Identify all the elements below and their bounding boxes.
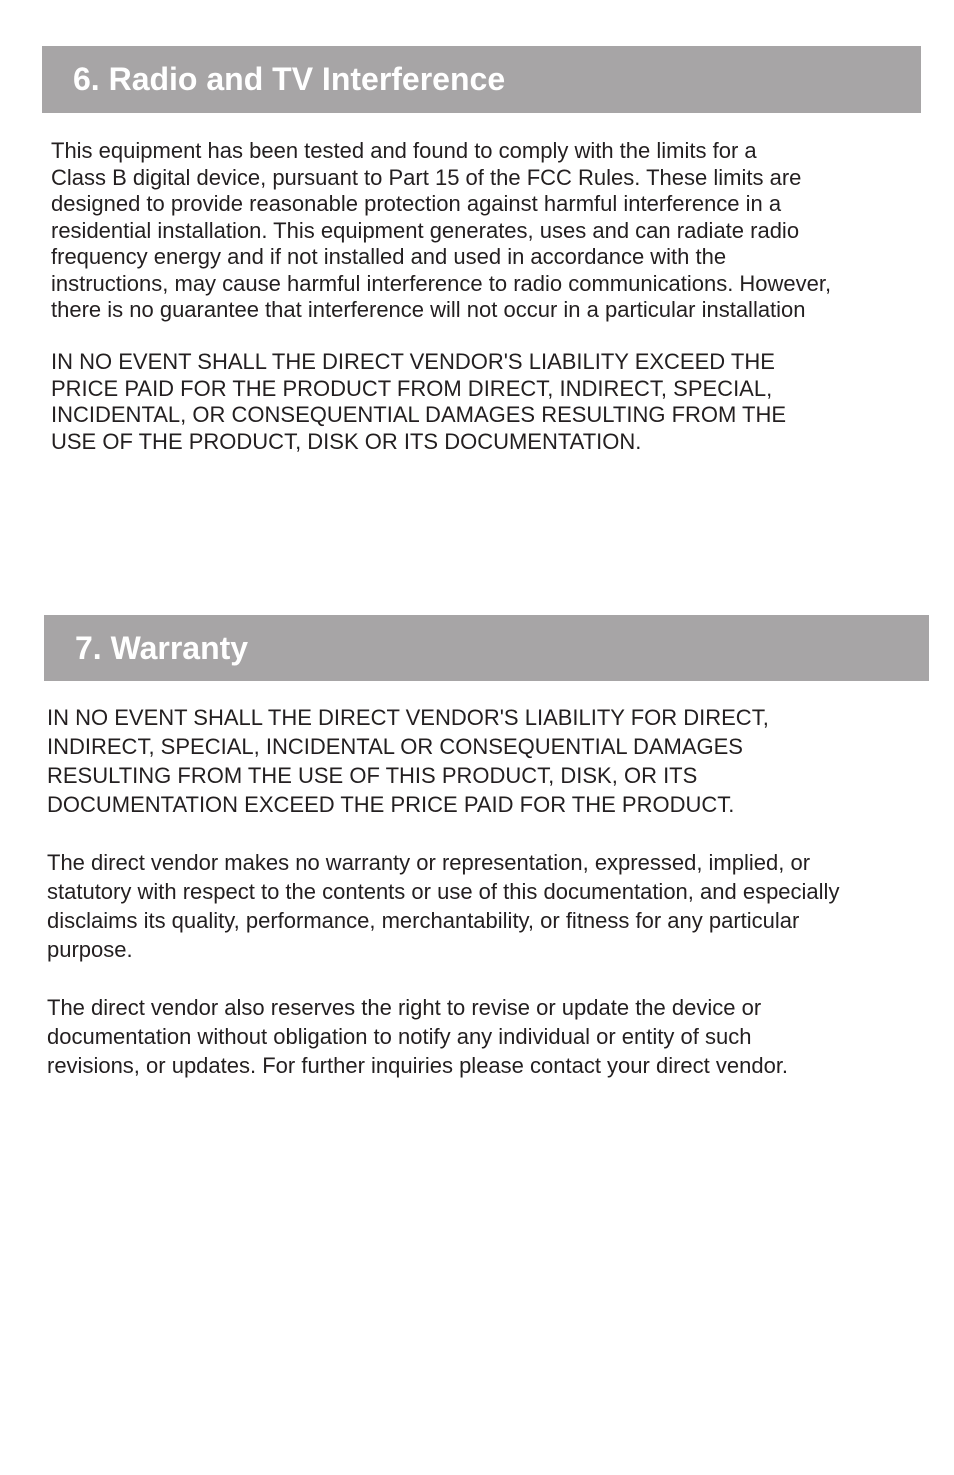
section-6-header bbox=[42, 46, 921, 113]
warranty-disclaimer-paragraph: The direct vendor makes no warranty or representation, expressed, implied, or statutory with respect to the contents or use of this documentation, and especially disclaims its quality, performance, merchantability, or fitness for any particular purpose. bbox=[47, 850, 840, 962]
section-6-title: 6. Radio and TV Interference bbox=[73, 61, 506, 97]
section-7-header bbox=[44, 615, 929, 681]
fcc-compliance-paragraph: This equipment has been tested and found to comply with the limits for a Class B digital device, pursuant to Part 15 of the FCC Rules. These limits are designed to provide reasonable protection against harmful interference in a residential installation. This equipment generates, uses and can radiate radio frequency energy and if not installed and used in accordance with the instructions, may cause harmful interference to radio communications. However, there is no guarantee that interference will not occur in a particular installation bbox=[51, 138, 832, 322]
revision-rights-paragraph: The direct vendor also reserves the right to revise or update the device or documentation without obligation to notify any individual or entity of such revisions, or updates. For further inquiries please contact your direct vendor. bbox=[47, 995, 789, 1078]
liability-paragraph: IN NO EVENT SHALL THE DIRECT VENDOR'S LIABILITY EXCEED THE PRICE PAID FOR THE PRODUCT FROM DIRECT, INDIRECT, SPECIAL, INCIDENTAL, OR CONSEQUENTIAL DAMAGES RESULTING FROM THE USE OF THE PRODUCT, DISK OR ITS DOCUMENTATION. bbox=[51, 349, 787, 454]
warranty-liability-paragraph: IN NO EVENT SHALL THE DIRECT VENDOR'S LIABILITY FOR DIRECT, INDIRECT, SPECIAL, INCIDENTAL OR CONSEQUENTIAL DAMAGES RESULTING FROM THE USE OF THIS PRODUCT, DISK, OR ITS DOCUMENTATION EXCEED THE PRICE PAID FOR THE PRODUCT. bbox=[47, 705, 769, 817]
section-7-title: 7. Warranty bbox=[75, 629, 249, 666]
